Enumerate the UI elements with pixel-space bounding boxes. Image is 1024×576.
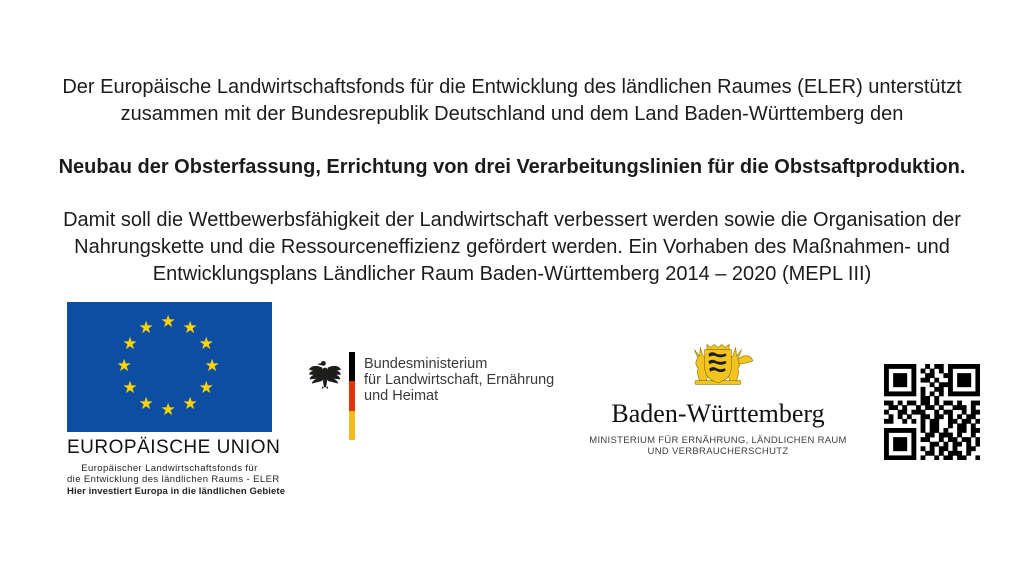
eu-subtitle-1: Europäischer Landwirtschaftsfonds für [81, 463, 258, 474]
eu-star-icon: ★ [138, 317, 154, 337]
announcement-text [0, 74, 1024, 288]
eu-subtitle-3: Hier investiert Europa in die ländlichen Gebiete [67, 486, 286, 497]
eu-flag-icon [67, 302, 272, 432]
qr-code [884, 364, 980, 460]
eu-star-icon: ★ [122, 378, 138, 397]
eu-star-icon: ★ [198, 334, 214, 353]
eu-star-icon: ★ [198, 378, 214, 397]
intro-line-1: Der Europäische Landwirtschaftsfonds für die Entwicklung des ländlichen Raumes (ELER) unterstützt [62, 76, 962, 98]
bw-name: Baden-Württemberg [611, 399, 825, 428]
stripe-red [349, 381, 355, 410]
purpose-line-3: Entwicklungsplans Ländlicher Raum Baden-Württemberg 2014 – 2020 (MEPL III) [152, 263, 872, 285]
purpose-line-1: Damit soll die Wettbewerbsfähigkeit der Landwirtschaft verbessert werden sowie die Organisation der [63, 209, 961, 231]
spacer [0, 181, 1024, 207]
bw-logo [578, 337, 858, 457]
eu-title: EUROPÄISCHE UNION [67, 437, 281, 458]
bw-ministry-line-1: MINISTERIUM FÜR ERNÄHRUNG, LÄNDLICHEN RAUM [589, 435, 847, 446]
purpose-line-2: Nahrungskette und die Ressourceneffizienz gefördert werden. Ein Vorhaben des Maßnahmen- und [74, 236, 950, 258]
project-title: Neubau der Obsterfassung, Errichtung von drei Verarbeitungslinien für die Obstsaftproduktion. [58, 156, 966, 178]
eu-logo [67, 302, 286, 498]
intro-line-2: zusammen mit der Bundesrepublik Deutschland und dem Land Baden-Württemberg den [120, 103, 904, 125]
eu-star-icon: ★ [116, 356, 132, 375]
bw-ministry-line-2: UND VERBRAUCHERSCHUTZ [647, 446, 789, 457]
eu-star-icon: ★ [204, 356, 220, 375]
bmel-line-2: für Landwirtschaft, Ernährung [364, 372, 555, 388]
eu-star-icon: ★ [182, 317, 198, 337]
stripe-black [349, 352, 355, 381]
bundesadler-icon [308, 355, 342, 393]
bw-coat-of-arms-icon [670, 337, 766, 397]
eu-star-icon: ★ [160, 400, 176, 419]
bmel-text [364, 356, 554, 404]
eu-star-icon: ★ [122, 334, 138, 353]
spacer [0, 128, 1024, 154]
bmel-logo [308, 352, 554, 440]
bmel-line-1: Bundesministerium [364, 356, 488, 372]
eu-subtitle-2: die Entwicklung des ländlichen Raums - ELER [67, 473, 280, 485]
bmel-line-3: und Heimat [364, 388, 439, 404]
german-flag-stripe-icon [349, 352, 355, 440]
stripe-gold [349, 411, 355, 440]
eu-star-icon: ★ [160, 312, 176, 331]
eu-star-icon: ★ [182, 394, 198, 414]
eu-star-icon: ★ [138, 394, 154, 414]
